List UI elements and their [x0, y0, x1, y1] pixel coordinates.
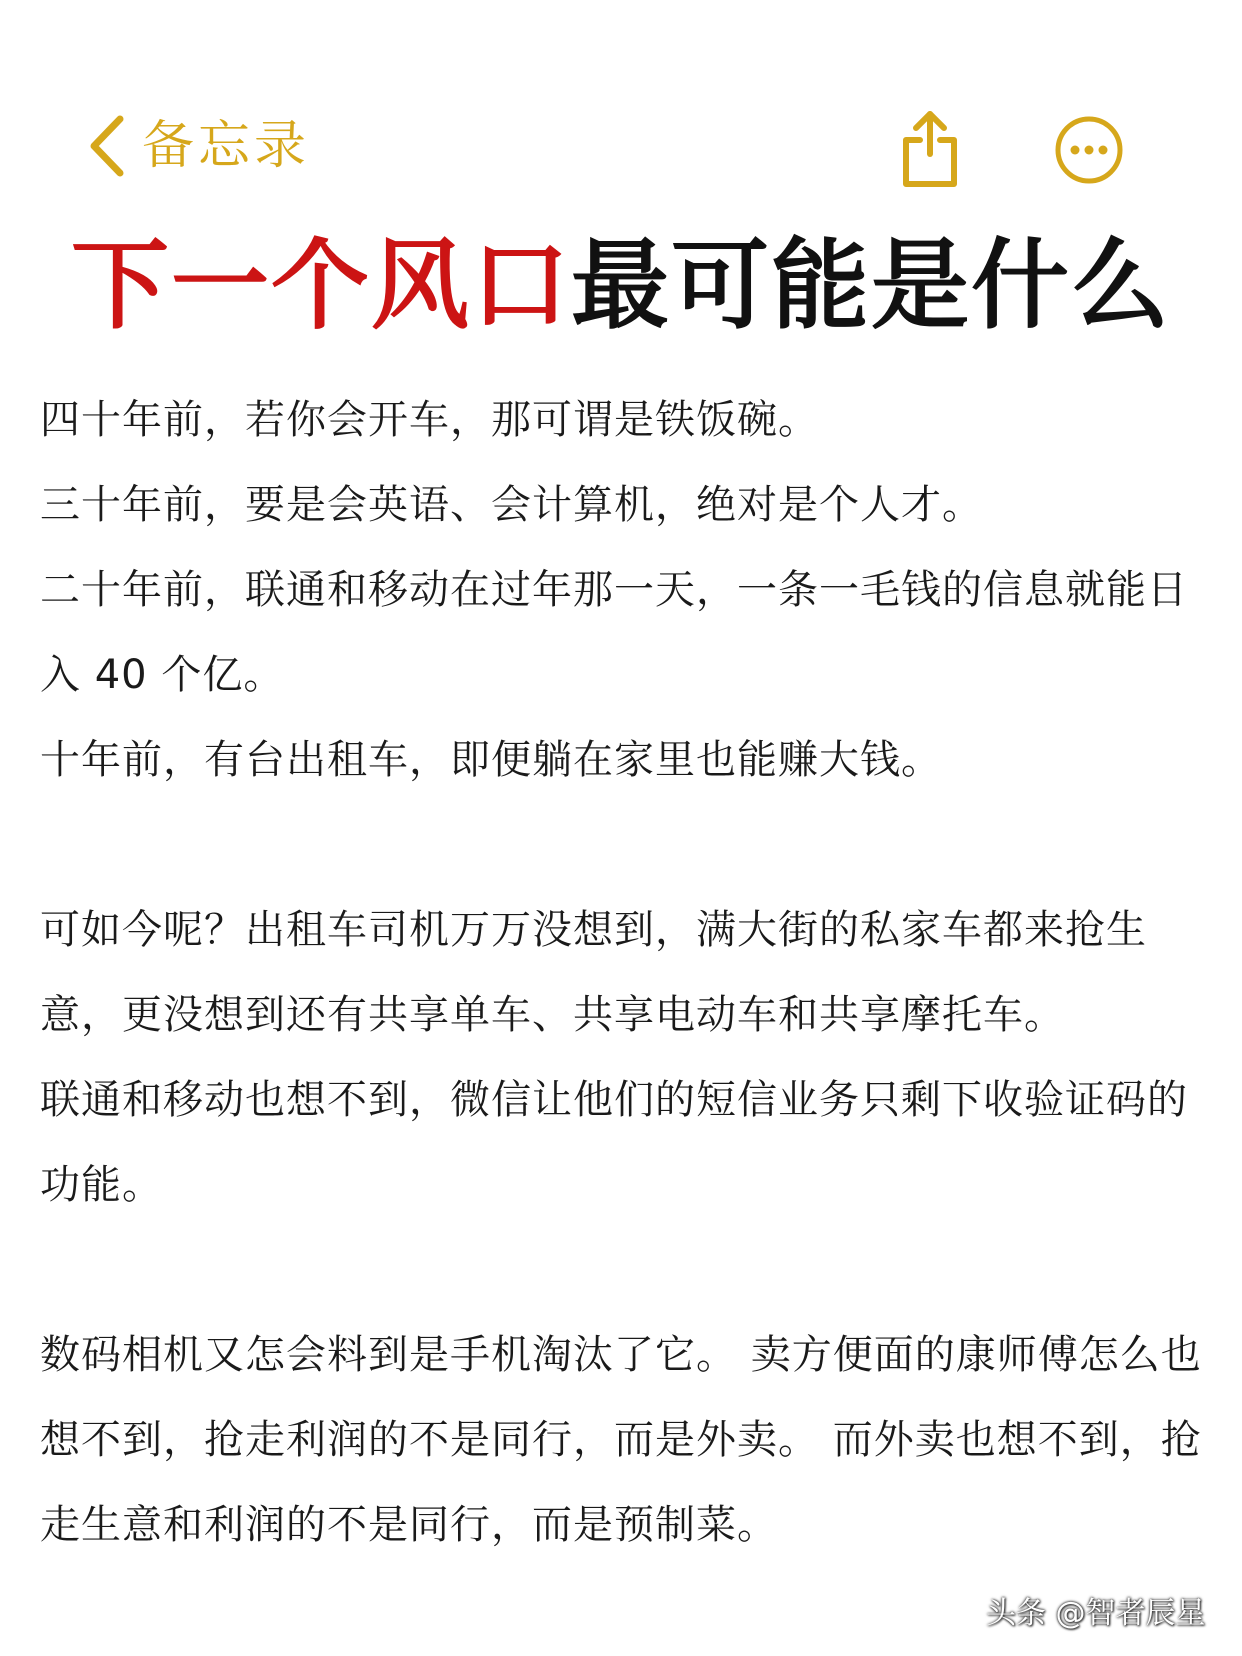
note-line: 四十年前，若你会开车，那可谓是铁饭碗。 [40, 397, 819, 443]
note-body [40, 378, 1210, 1568]
note-line: 三十年前，要是会英语、会计算机，绝对是个人才。 [40, 482, 983, 528]
note-line: 十年前，有台出租车，即便躺在家里也能赚大钱。 [40, 737, 942, 783]
paragraph-spacer [40, 803, 1210, 888]
back-label: 备忘录 [142, 116, 311, 176]
page-title [0, 226, 1242, 346]
note-line: 可如今呢？出租车司机万万没想到，满大街的私家车都来抢生意，更没想到还有共享单车、共享电动车和共享摩托车。 [40, 907, 1147, 1038]
more-icon [1053, 114, 1125, 186]
title-highlight: 下一个风口 [70, 229, 571, 343]
watermark: 头条 @智者辰星 [986, 1596, 1206, 1631]
nav-bar [0, 96, 1242, 196]
share-icon [898, 108, 962, 188]
paragraph-spacer [40, 1228, 1210, 1313]
chevron-left-icon [84, 113, 128, 179]
note-line: 二十年前，联通和移动在过年那一天，一条一毛钱的信息就能日入 40 个亿。 [40, 567, 1188, 698]
title-rest: 最可能是什么 [571, 229, 1172, 343]
back-button[interactable] [84, 110, 310, 182]
note-line: 数码相机又怎会料到是手机淘汰了它。 卖方便面的康师傅怎么也想不到，抢走利润的不是同行，而是外卖。 而外卖也想不到，抢走生意和利润的不是同行，而是预制菜。 [40, 1332, 1202, 1548]
share-button[interactable] [898, 108, 962, 188]
more-button[interactable] [1053, 114, 1125, 186]
note-line: 联通和移动也想不到，微信让他们的短信业务只剩下收验证码的功能。 [40, 1077, 1188, 1208]
